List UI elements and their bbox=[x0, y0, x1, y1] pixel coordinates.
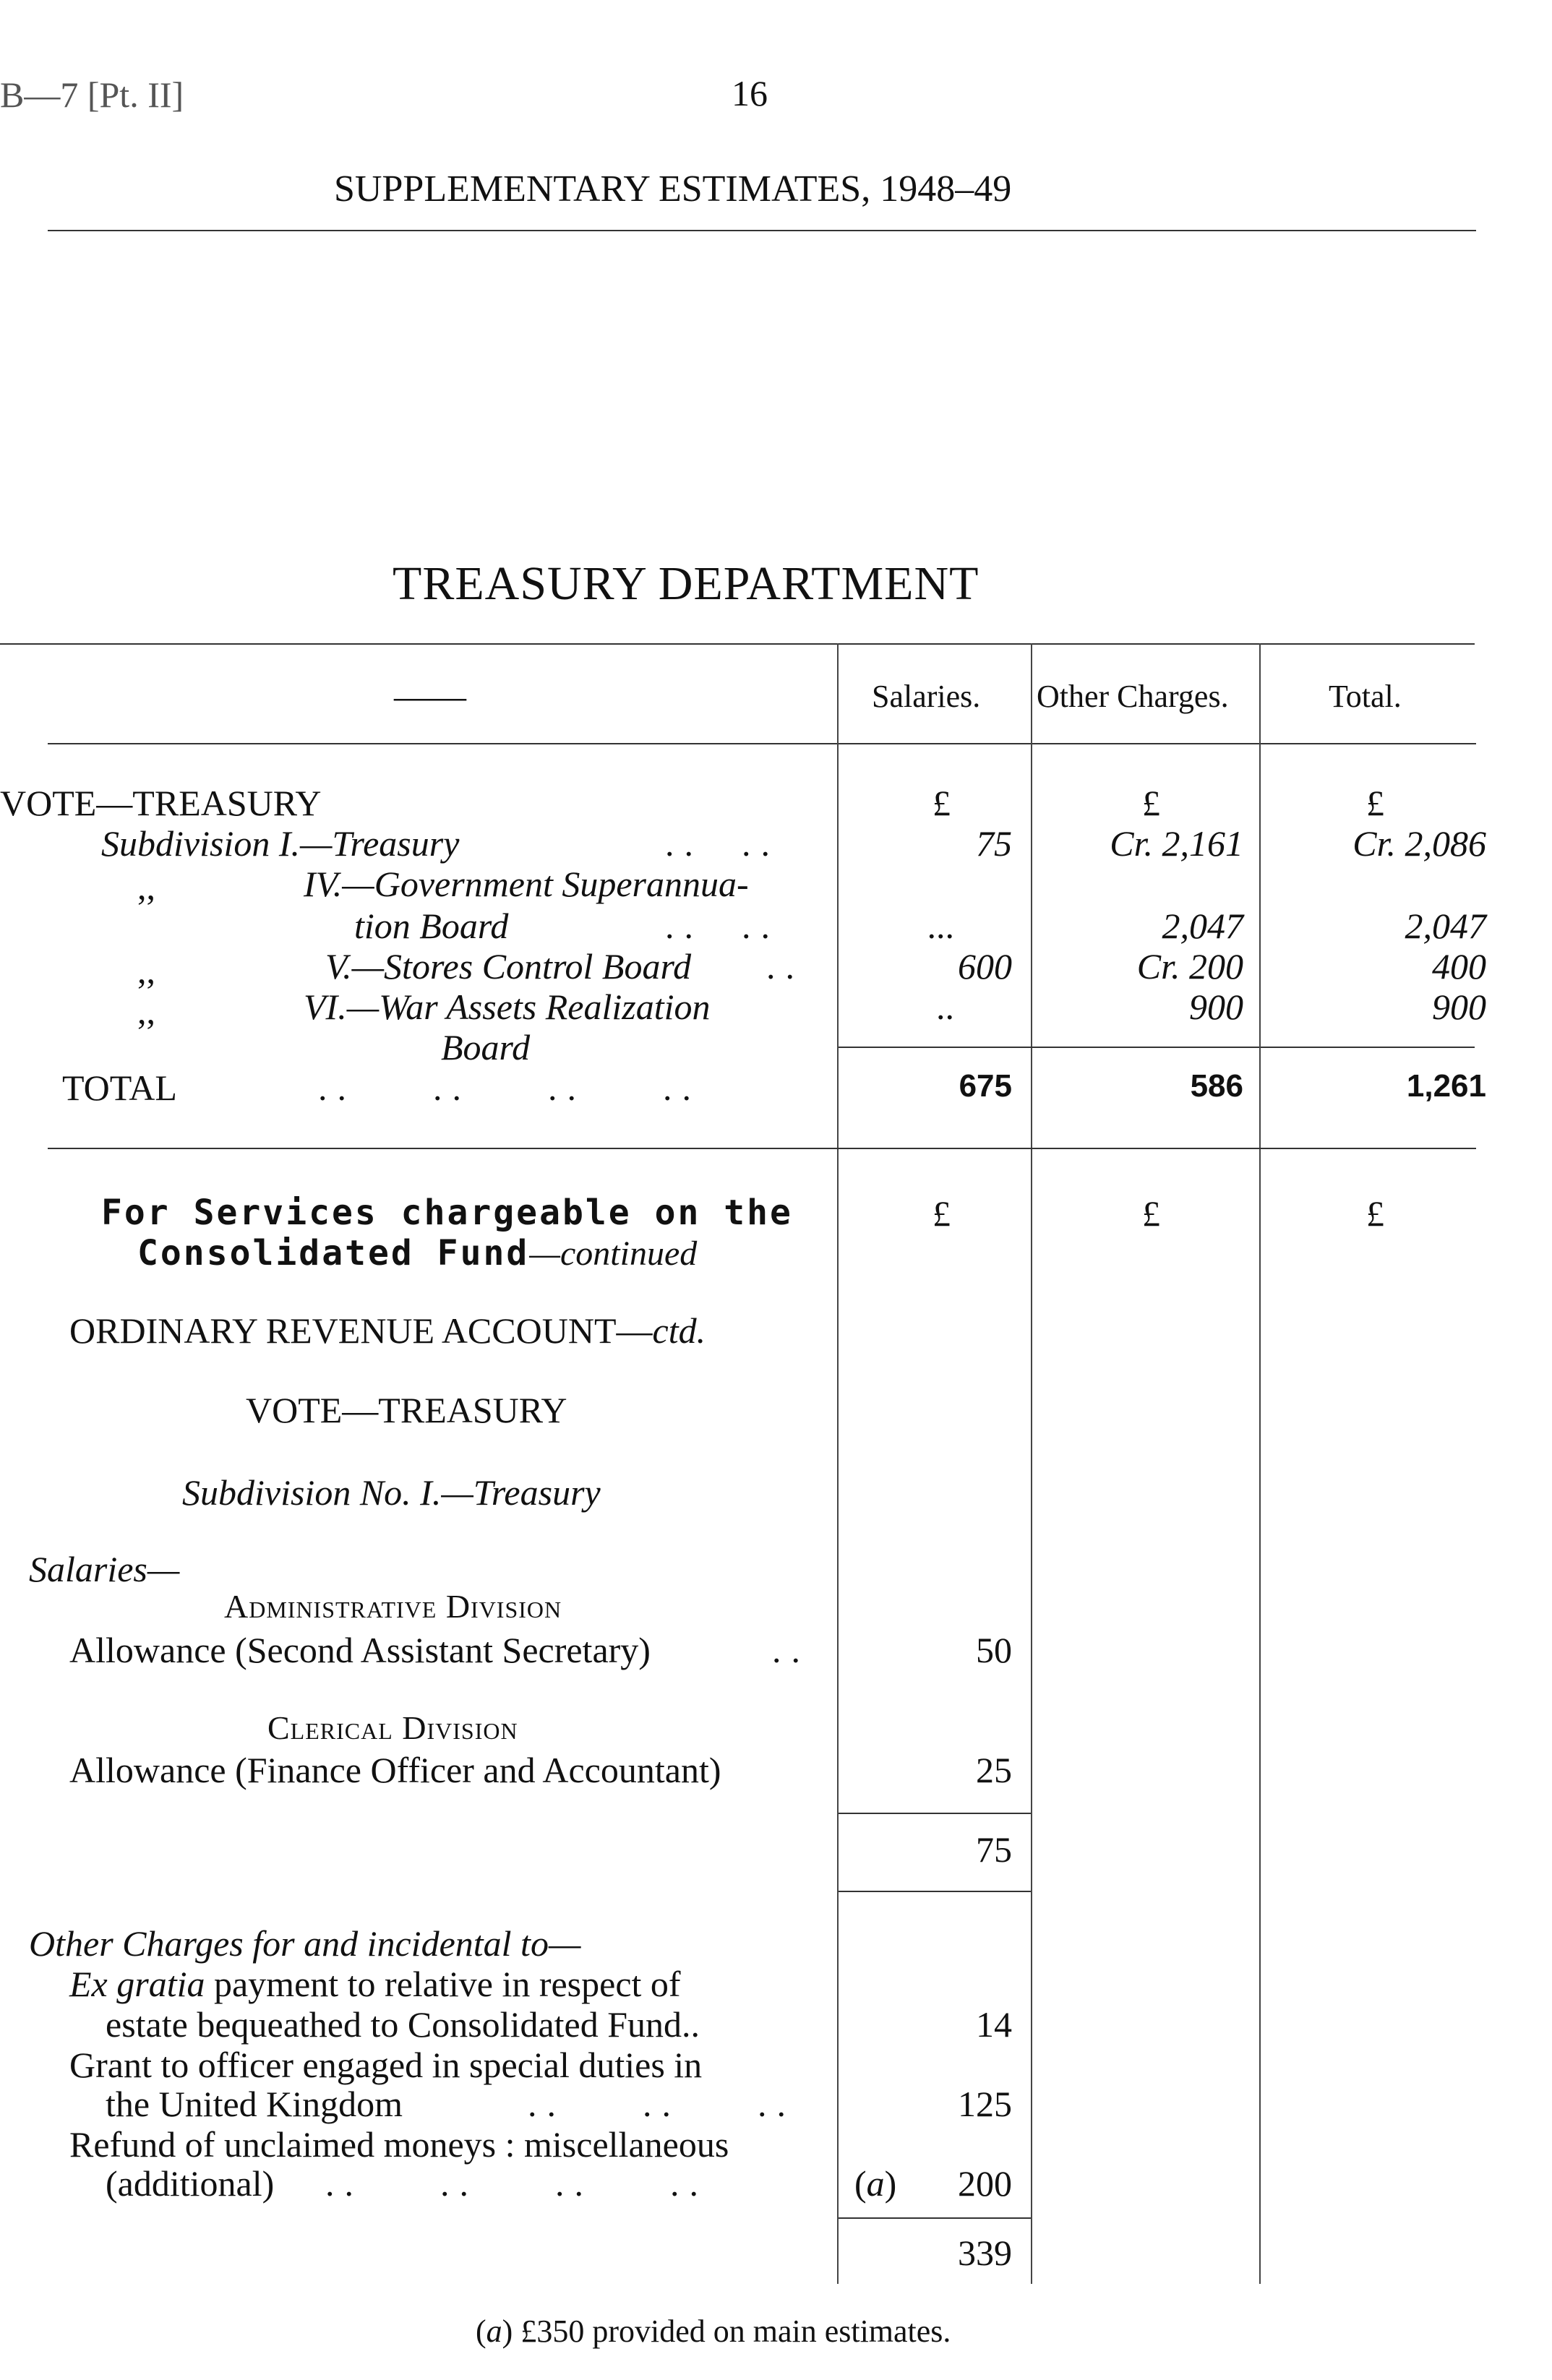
document-reference: B—7 [Pt. II] bbox=[0, 74, 184, 115]
salaries-heading: Salaries— bbox=[29, 1549, 180, 1589]
column-divider-other bbox=[1031, 643, 1032, 2284]
currency-salaries: £ bbox=[933, 1193, 951, 1234]
summary-row-salaries: .. bbox=[936, 987, 954, 1027]
summary-row-other: 2,047 bbox=[1162, 906, 1243, 946]
table-top-rule bbox=[0, 643, 1475, 645]
vote-heading: VOTE—TREASURY bbox=[246, 1390, 567, 1430]
refund-value: 200 bbox=[958, 2163, 1012, 2204]
footnote: (a) £350 provided on main estimates. bbox=[476, 2314, 951, 2349]
services-heading-line2: Consolidated Fund—continued bbox=[137, 1233, 698, 1273]
column-divider-salaries bbox=[837, 643, 839, 2284]
leader-dots: .. .. .. .. bbox=[325, 2163, 708, 2204]
column-header-description: —— bbox=[394, 676, 466, 716]
refund-note-mark: (a) bbox=[854, 2163, 897, 2204]
subtotal-rule bbox=[1261, 1047, 1475, 1048]
other-item-ex-gratia: Ex gratia payment to relative in respect of bbox=[69, 1964, 681, 2004]
summary-row-label: IV.—Government Superannua- bbox=[304, 864, 749, 904]
summary-total-total: 1,261 bbox=[1406, 1068, 1486, 1104]
grant-value: 125 bbox=[958, 2084, 1012, 2124]
currency-other: £ bbox=[1142, 1193, 1160, 1234]
column-header-total: Total. bbox=[1329, 679, 1402, 714]
page-number: 16 bbox=[732, 73, 768, 113]
summary-bottom-rule bbox=[48, 1148, 1476, 1149]
other-item-grant: Grant to officer engaged in special duties in bbox=[69, 2045, 703, 2085]
admin-allowance-value: 50 bbox=[976, 1630, 1012, 1670]
summary-ditto-mark: ,, bbox=[137, 867, 155, 907]
account-heading: ORDINARY REVENUE ACCOUNT—ctd. bbox=[69, 1310, 706, 1351]
clerical-allowance-item: Allowance (Finance Officer and Accountant) bbox=[69, 1750, 721, 1790]
other-item-refund-cont: (additional) bbox=[106, 2163, 275, 2204]
other-item-ex-gratia-cont: estate bequeathed to Consolidated Fund.. bbox=[106, 2004, 700, 2045]
page-title: SUPPLEMENTARY ESTIMATES, 1948–49 bbox=[334, 168, 1012, 210]
leader-dots: .. .. bbox=[665, 823, 780, 864]
admin-allowance-item: Allowance (Second Assistant Secretary) bbox=[69, 1630, 651, 1670]
leader-dots: .. bbox=[772, 1630, 810, 1670]
summary-ditto-mark: ,, bbox=[137, 950, 155, 991]
summary-total-salaries: 675 bbox=[959, 1068, 1012, 1104]
other-item-grant-cont: the United Kingdom bbox=[106, 2084, 403, 2124]
summary-row-total: 2,047 bbox=[1405, 906, 1486, 946]
header-rule bbox=[48, 230, 1476, 231]
summary-total-label: TOTAL bbox=[62, 1067, 177, 1108]
column-divider-total bbox=[1259, 643, 1261, 2284]
subtotal-rule bbox=[839, 1813, 1031, 1814]
summary-row-label-cont: Board bbox=[441, 1027, 531, 1067]
summary-row-salaries: ... bbox=[927, 906, 954, 946]
column-header-salaries: Salaries. bbox=[872, 679, 981, 714]
currency-total: £ bbox=[1366, 1193, 1384, 1234]
summary-ditto-mark: ,, bbox=[137, 991, 155, 1031]
other-charges-heading: Other Charges for and incidental to— bbox=[29, 1923, 581, 1964]
column-header-rule bbox=[48, 743, 1476, 744]
summary-row-total: Cr. 2,086 bbox=[1352, 823, 1486, 864]
summary-row-salaries: 600 bbox=[958, 946, 1012, 987]
subtotal-rule bbox=[839, 2217, 1031, 2219]
summary-row-label: Subdivision I.—Treasury bbox=[101, 823, 460, 864]
department-title: TREASURY DEPARTMENT bbox=[393, 557, 979, 610]
summary-row-other: Cr. 200 bbox=[1136, 946, 1243, 987]
summary-row-total: 400 bbox=[1432, 946, 1486, 987]
subdivision-heading: Subdivision No. I.—Treasury bbox=[182, 1472, 601, 1513]
clerical-allowance-value: 25 bbox=[976, 1750, 1012, 1790]
currency-total: £ bbox=[1366, 783, 1384, 823]
summary-total-other: 586 bbox=[1190, 1068, 1243, 1104]
subtotal-rule bbox=[839, 1047, 1259, 1048]
summary-vote-title: VOTE—TREASURY bbox=[0, 783, 322, 823]
salaries-subtotal: 75 bbox=[976, 1829, 1012, 1870]
summary-row-label: VI.—War Assets Realization bbox=[304, 987, 711, 1027]
other-charges-subtotal: 339 bbox=[958, 2233, 1012, 2273]
leader-dots: .. .. .. bbox=[528, 2084, 796, 2124]
currency-other: £ bbox=[1142, 783, 1160, 823]
admin-division-heading: Administrative Division bbox=[224, 1588, 562, 1625]
clerical-division-heading: Clerical Division bbox=[267, 1709, 518, 1746]
summary-row-salaries: 75 bbox=[976, 823, 1012, 864]
summary-row-other: 900 bbox=[1189, 987, 1243, 1027]
currency-salaries: £ bbox=[933, 783, 951, 823]
other-item-refund: Refund of unclaimed moneys : miscellaneous bbox=[69, 2124, 729, 2165]
ex-gratia-value: 14 bbox=[976, 2004, 1012, 2045]
leader-dots: .. .. bbox=[665, 906, 780, 946]
summary-row-other: Cr. 2,161 bbox=[1110, 823, 1243, 864]
subtotal-rule bbox=[839, 1891, 1031, 1892]
summary-row-total: 900 bbox=[1432, 987, 1486, 1027]
leader-dots: .. bbox=[766, 946, 805, 987]
summary-row-label: V.—Stores Control Board bbox=[325, 946, 692, 987]
services-heading-line1: For Services chargeable on the bbox=[101, 1193, 793, 1233]
leader-dots: .. .. .. .. bbox=[318, 1067, 701, 1108]
summary-row-label-cont: tion Board bbox=[354, 906, 509, 946]
column-header-other-charges: Other Charges. bbox=[1037, 679, 1229, 714]
